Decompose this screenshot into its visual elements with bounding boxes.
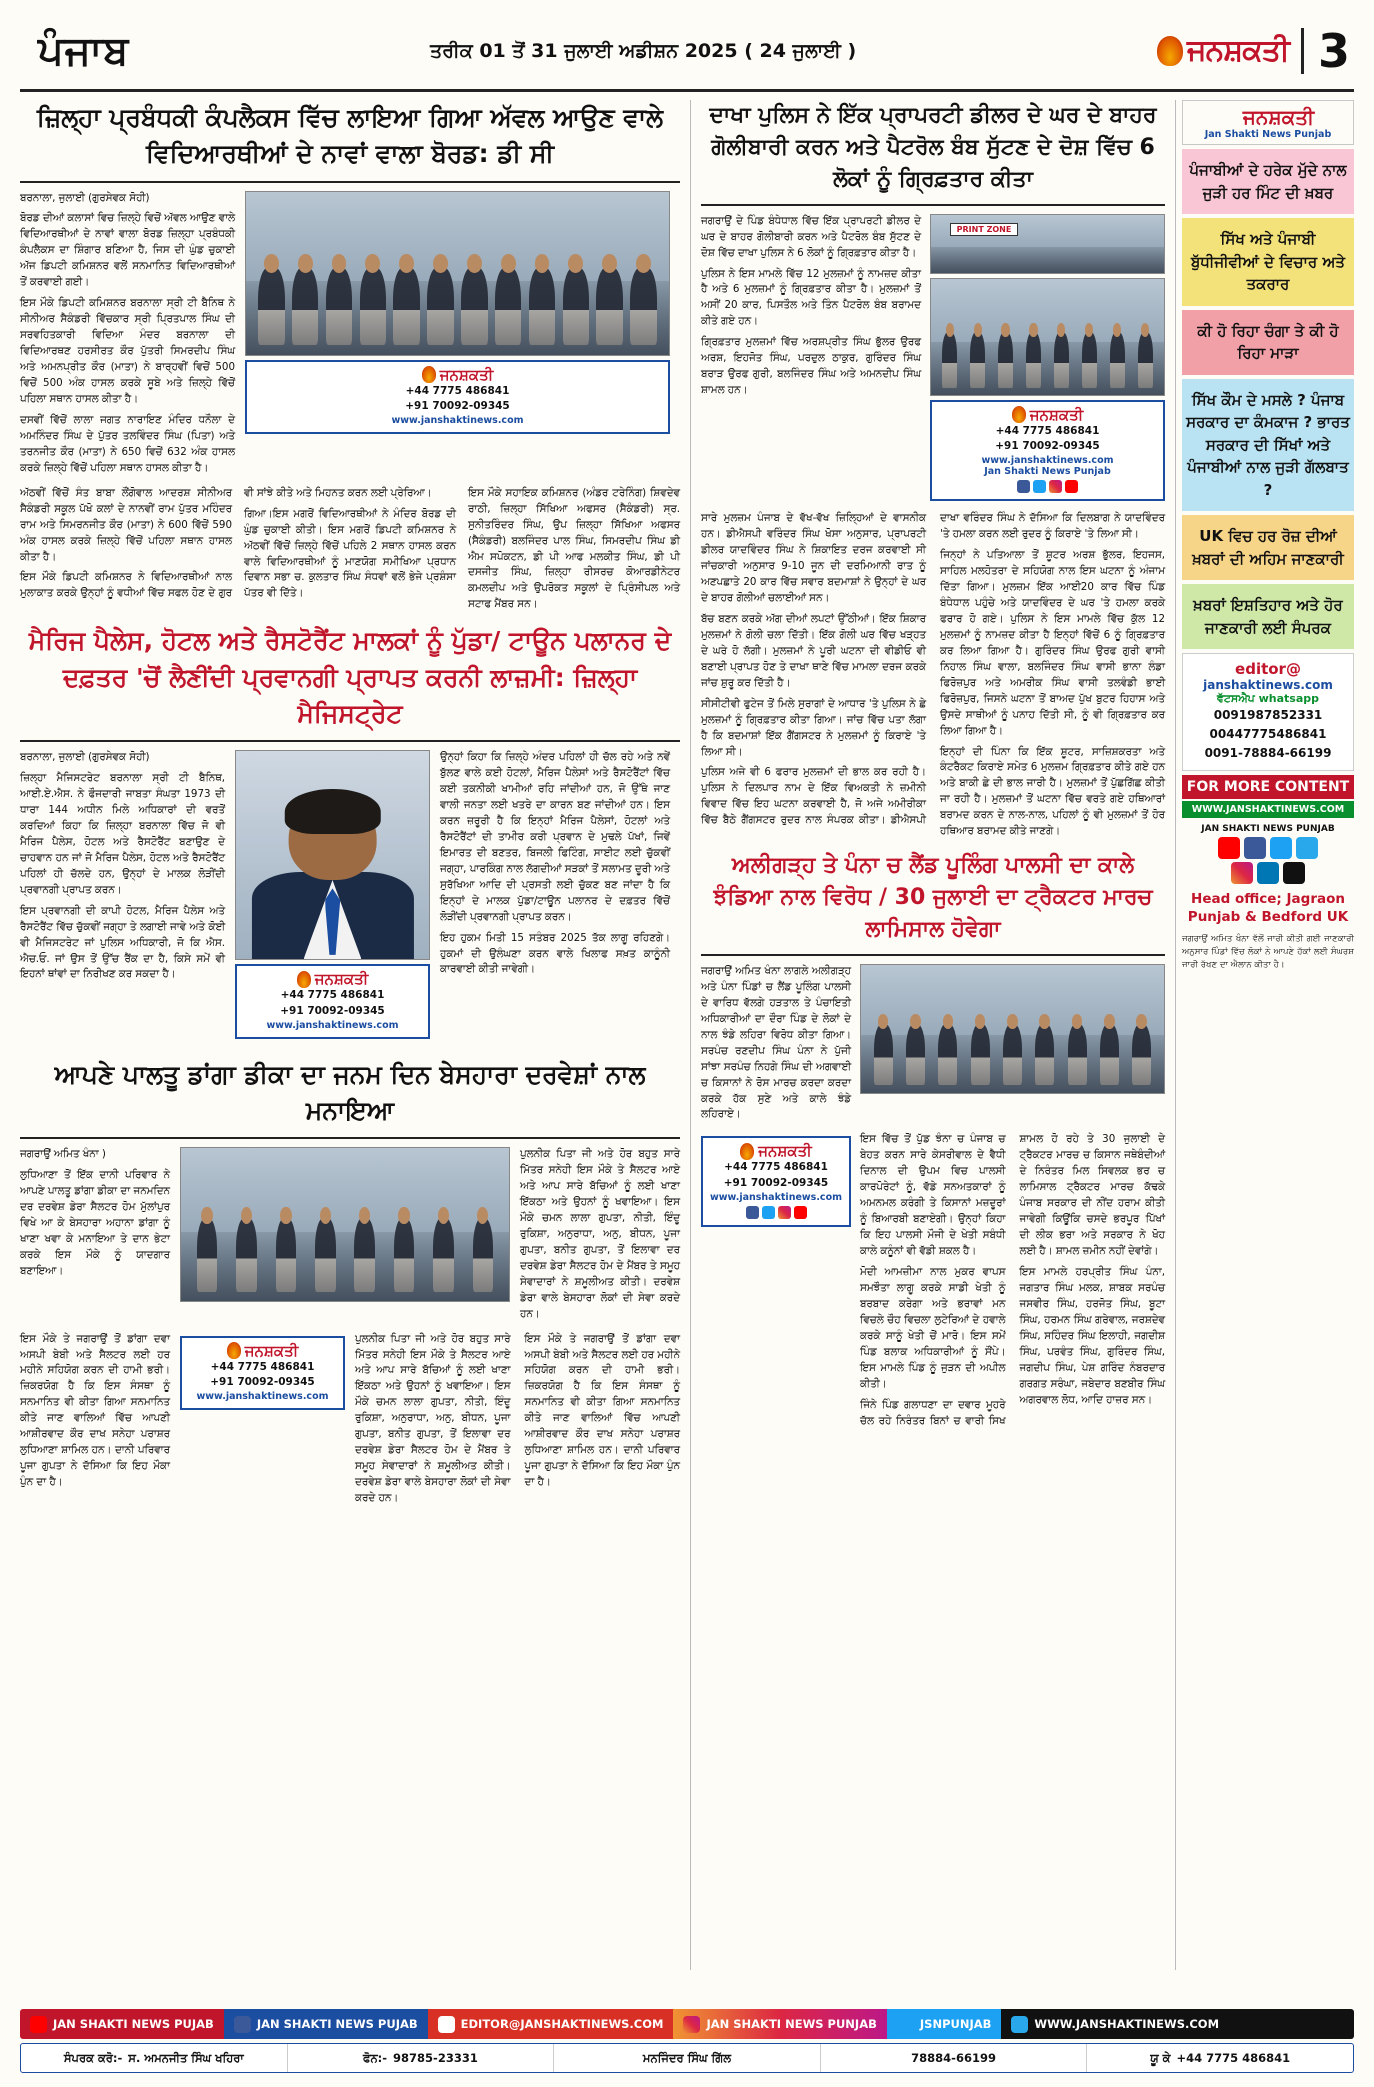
paragraph: ਮੋਦੀ ਆਮਜ਼ੀਮਾ ਨਾਲ ਮੁਕਰ ਵਾਪਸ ਸਮਝੌਤਾ ਲਾਗੂ ਕਰਕੇ ਸਾਡੀ ਖੇਤੀ ਨੂੰ ਬਰਬਾਦ ਕਰੇਗਾ ਅਤੇ ਭਰਾਵਾਂ ਮਨ ਵਿਚਲੇ ਚੌਹ ਵਿਚਲਾ ਲੁਟੇਰਿਆਂ ਦੇ ਹਵਾਲੇ ਕਰਕੇ ਸਾਨੂੰ ਖੇਤੀ ਚੋਂ ਮਾਰੋ। ਇਸ ਸਮੇਂ ਪਿੰਡ ਬਲਾਕ ਅਧਿਕਾਰੀਆਂ ਨੂੰ ਸੌਂਪੇ। ਇਸ ਮਾਮਲੇ ਪਿੰਡ ਨੂੰ ਜੁੜਨ ਦੀ ਅਪੀਲ ਕੀਤੀ। [860, 1266, 1006, 1390]
ad-social-row [709, 1206, 843, 1219]
footer-contact-label: ਸੰਪਰਕ ਕਰੋ:- [63, 2050, 123, 2065]
paragraph: ਇਸ ਮੌਕੇ ਡਿਪਟੀ ਕਮਿਸ਼ਨਰ ਨੇ ਵਿਦਿਆਰਥੀਆਂ ਨਾਲ ਮੁਲਾਕਾਤ ਕਰਕੇ ਉਨ੍ਹਾਂ ਨੂੰ ਵਧੀਆਂ ਵਿੱਚ ਸਫਲ ਹੋਣ ਦੇ ਗੁਰ ਵੀ ਸਾਂਝੇ ਕੀਤੇ ਅਤੇ ਮਿਹਨਤ ਕਰਨ ਲਈ ਪ੍ਰੇਰਿਆ। [20, 486, 432, 600]
globe-icon [1011, 2016, 1028, 2033]
instagram-icon[interactable] [1049, 480, 1062, 493]
twitter-icon [897, 2016, 914, 2033]
footer-contact-value: ਸ. ਅਮਨਜੀਤ ਸਿੰਘ ਖਹਿਰਾ [128, 2050, 244, 2065]
masthead [20, 18, 1354, 92]
paragraph: ਇਸ ਵਿੱਚ ਤੋਂ ਪੁੱਡ ਝੰਨਾ ਚ ਪੰਜਾਬ ਚ ਬੇਹਤ ਕਰਨ ਸਾਰੇ ਕੇਸਰੀਵਾਲ ਦੇ ਵੈਧੀ ਦਿਨਾਲ ਦੀ ਉਪਮ ਵਿਚ ਪਾਲਸੀ ਕਾਰਪੋਰੇਟਾਂ ਨੂੰ, ਵੱਡੇ ਸਨਅਤਕਾਰਾਂ ਨੂੰ ਅਮਨਮਲ ਕਰੰਗੀ ਤੇ ਕਿਸਾਨਾਂ ਮਜ਼ਦੂਰਾਂ ਨੂੰ ਬਿਆਰਬੀ ਬਣਾਏਗੀ। ਉਨ੍ਹਾਂ ਕਿਹਾ ਕਿ ਇਹ ਪਾਲਸੀ ਮੌਜੀ ਦੇ ਖੇਤੀ ਸਬੰਧੀ ਕਾਲੇ ਕਨੂੰਨਾਂ ਵੀ ਵੱਡੀ ਸ਼ਕਲ ਹੈ। [860, 1133, 1006, 1258]
footer-email-label: EDITOR@JANSHAKTINEWS.COM [460, 2017, 664, 2031]
rail-block-5: UK ਵਿਚ ਹਰ ਰੋਜ਼ ਦੀਆਂ ਖ਼ਬਰਾਂ ਦੀ ਅਹਿਮ ਜਾਣਕਾਰੀ [1182, 515, 1354, 580]
ad-phone-uk[interactable]: +44 7775 486841 [210, 1360, 315, 1373]
paragraph: ਦਸਵੀਂ ਵਿੱਚੋਂ ਲਾਲਾ ਜਗਤ ਨਾਰਾਇਣ ਮੰਦਿਰ ਧਨੌਲਾ ਦੇ ਅਮਨਿੰਦਰ ਸਿੰਘ ਦੇ ਪੁੱਤਰ ਤਲਵਿੰਦਰ ਸਿੰਘ (ਪਿਤਾ) ਅਤੇ ਤਰਨਜੀਤ ਕੌਰ (ਮਾਤਾ) ਨੇ 650 ਵਿਚੋਂ 632 ਅੰਕ ਹਾਸਲ ਕਰਕੇ ਜ਼ਿਲ੍ਹੇ ਵਿੱਚੋਂ ਪਹਿਲਾ ਸਥਾਨ ਹਾਸਲ ਕੀਤਾ ਹੈ। [20, 413, 235, 474]
arrested-group-photo [930, 278, 1165, 396]
footer-website-label: WWW.JANSHAKTINEWS.COM [1034, 2017, 1220, 2031]
ad-phone-uk[interactable]: +44 7775 486841 [405, 384, 510, 397]
section-title: ਪੰਜਾਬ [38, 27, 130, 74]
ad-card-1 [245, 360, 670, 435]
footer-contact-1 [21, 2044, 288, 2072]
footer-contact-value[interactable]: +44 7775 486841 [1176, 2051, 1291, 2065]
youtube-icon[interactable] [1218, 837, 1240, 859]
linkedin-icon[interactable] [1257, 862, 1279, 884]
youtube-icon [30, 2016, 47, 2033]
headline-dakha-police: ਦਾਖਾ ਪੁਲਿਸ ਨੇ ਇੱਕ ਪ੍ਰਾਪਰਟੀ ਡੀਲਰ ਦੇ ਘਰ ਦੇ ਬਾਹਰ ਗੋਲੀਬਾਰੀ ਕਰਨ ਅਤੇ ਪੈਟਰੋਲ ਬੰਬ ਸੁੱਟਣ ਦੇ ਦੋਸ਼ ਵਿੱਚ 6 ਲੋਕਾਂ ਨੂੰ ਗ੍ਰਿਫ਼ਤਾਰ ਕੀਤਾ [701, 100, 1165, 206]
rail-block-6: ਖ਼ਬਰਾਂ ਇਸ਼ਤਿਹਾਰ ਅਤੇ ਹੋਰ ਜਾਣਕਾਰੀ ਲਈ ਸੰਪਰਕ [1182, 584, 1354, 649]
paragraph: ਇਸ ਮੌਕੇ ਤੇ ਜਗਰਾਉਂ ਤੋਂ ਡਾਂਗਾ ਦਵਾ ਅਸਪੀ ਬੇਬੀ ਅਤੇ ਸੈਲਟਰ ਲਈ ਹਰ ਮਹੀਨੇ ਸਹਿਯੋਗ ਕਰਨ ਦੀ ਹਾਮੀ ਭਰੀ। ਜ਼ਿਕਰਯੋਗ ਹੈ ਕਿ ਇਸ ਸੰਸਥਾ ਨੂੰ ਸਨਮਾਨਿਤ ਵੀ ਕੀਤਾ ਗਿਆ ਸਨਮਾਨਿਤ ਕੀਤੇ ਜਾਣ ਵਾਲਿਆਂ ਵਿੱਚ ਆਪਣੀ ਆਸ਼ੀਰਵਾਦ ਕੌਰ ਦਾਖ ਸਨੇਹਾ ਪਰਾਸ਼ਰ ਲੁਧਿਆਣਾ ਸ਼ਾਮਿਲ ਹਨ। ਦਾਨੀ ਪਰਿਵਾਰ ਪੂਜਾ ਗੁਪਤਾ ਨੇ ਦੱਸਿਆ ਕਿ ਇਹ ਮੌਕਾ ਪੁੰਨ ਦਾ ਹੈ। [524, 1332, 680, 1489]
paragraph: ਇਸ ਪ੍ਰਵਾਨਗੀ ਦੀ ਕਾਪੀ ਹੋਟਲ, ਮੈਰਿਜ ਪੈਲੇਸ ਅਤੇ ਰੈਸਟੋਰੈਂਟ ਵਿੱਚ ਚੁੱਕਵੀਂ ਜਗ੍ਹਾ ਤੇ ਲਗਾਈ ਜਾਵੇ ਅਤੇ ਕੋਈ ਵੀ ਮੈਜਿਸਟਰੇਟ ਜਾਂ ਪੁਲਿਸ ਅਧਿਕਾਰੀ, ਜੋ ਕਿ ਐਸ. ਐਚ.ਓ. ਜਾਂ ਉਸ ਤੋਂ ਉੱਚ ਰੈਂਕ ਦਾ ਹੈ, ਕਿਸੇ ਸਮੇਂ ਵੀ ਇਹਨਾਂ ਥਾਂਵਾਂ ਦਾ ਨਿਰੀਖਣ ਕਰ ਸਕਦਾ ਹੈ। [20, 904, 225, 981]
flame-icon [740, 1143, 754, 1160]
footer-contact-4 [821, 2044, 1088, 2072]
ad-brand: ਜਨਸ਼ਕਤੀ [758, 1142, 812, 1161]
paragraph: ਇਸ ਮੌਕੇ ਡਿਪਟੀ ਕਮਿਸ਼ਨਰ ਬਰਨਾਲਾ ਸ੍ਰੀ ਟੀ ਬੈਨਿਥ ਨੇ ਸੀਨੀਅਰ ਸੈਕੰਡਰੀ ਵਿੱਚਕਾਰ ਸ੍ਰੀ ਪ੍ਰਿਤਪਾਲ ਸਿੰਘ ਦੀ ਸਰਵਹਿਤਕਾਰੀ ਵਿਦਿਆ ਮੰਦਰ ਬਰਨਾਲਾ ਦੀ ਵਿਦਿਆਰਥਣ ਹਰਸੀਰਤ ਕੌਰ ਪੁੱਤਰੀ ਸਿਮਰਦੀਪ ਸਿੰਘ ਅਤੇ ਅਮਨਪ੍ਰੀਤ ਕੌਰ (ਮਾਤਾ) ਨੇ ਬਾਰ੍ਹਵੀਂ ਵਿਚੋਂ 500 ਵਿਚੋਂ 500 ਅੰਕ ਹਾਸਲ ਕਰਕੇ ਸੂਬੇ ਅਤੇ ਜ਼ਿਲ੍ਹੇ ਵਿੱਚੋਂ ਪਹਿਲਾ ਸਥਾਨ ਹਾਸਲ ਕੀਤਾ ਹੈ। [20, 297, 235, 405]
editor-email[interactable]: janshaktinews.com [1203, 678, 1333, 692]
paragraph: ਬੱਚ ਬਣਨ ਕਰਕੇ ਅੱਗ ਦੀਆਂ ਲਪਟਾਂ ਉੱਠੀਆਂ। ਇੱਕ ਸ਼ਿਕਾਰ ਮੁਲਜ਼ਮਾਂ ਨੇ ਗੋਲੀ ਚਲਾ ਦਿੱਤੀ। ਇੱਕ ਗੋਲੀ ਘਰ ਵਿੱਚ ਖੜ੍ਹਤ ਦੇ ਘਰੇ ਹੋ ਲੱਗੀ। ਮੁਲਜ਼ਮਾਂ ਨੇ ਪੂਰੀ ਘਟਨਾ ਦੀ ਵੀਡੀਓ ਵੀ ਬਣਾਈ ਪ੍ਰਾਪਤ ਹੋਣ ਤੇ ਦਾਖਾ ਥਾਣੇ ਵਿੱਚ ਮਾਮਲਾ ਦਰਜ ਕਰਕੇ ਜਾਂਚ ਸ਼ੁਰੂ ਕਰ ਦਿੱਤੀ ਹੈ। [701, 612, 926, 689]
rail-contact-box [1182, 653, 1354, 771]
ad-phone-uk[interactable]: +44 7775 486841 [724, 1161, 828, 1174]
headline-pet-birthday: ਆਪਣੇ ਪਾਲਤੂ ਡਾਂਗਾ ਡੀਕਾ ਦਾ ਜਨਮ ਦਿਨ ਬੇਸਹਾਰਾ ਦਰਵੇਸ਼ਾਂ ਨਾਲ ਮਨਾਇਆ [20, 1057, 680, 1140]
official-portrait [235, 750, 430, 960]
footer-contact-value[interactable]: 78884-66199 [911, 2051, 996, 2065]
ad-phone-uk[interactable]: +44 7775 486841 [280, 989, 385, 1002]
paragraph: ਜਗਰਾਉਂ ਅਮਿਤ ਖੰਨਾ ਲਾਗਲੇ ਅਲੀਗੜ੍ਹ ਅਤੇ ਪੰਨਾ ਪਿੰਡਾਂ ਚ ਲੈਂਡ ਪੂਲਿੰਗ ਪਾਲਸੀ ਦੇ ਵਾਰਿਧ ਵੱਲਗੇ ਹੜਤਾਲ ਤੇ ਪੰਚਾਇਤੀ ਅਧਿਕਾਰੀਆਂ ਦਾ ਦੌਰਾ ਪਿੰਡ ਦੇ ਲੋਕਾਂ ਦੇ ਨਾਲ ਝੰਡੇ ਲਹਿਰਾ ਵਿਰੋਧ ਕੀਤਾ ਗਿਆ। ਸਰਪੰਚ ਰਣਦੀਪ ਸਿੰਘ ਪੰਨਾ ਨੇ ਪੁੱਜੀ ਸਾਂਝਾ ਸਰਪੰਚ ਨਿਹਗੇ ਸਿੰਘ ਦੀ ਅਗਵਾਈ ਚ ਕਿਸਾਨਾਂ ਨੇ ਰੋਸ ਮਾਰਚ ਕਰਦਾ ਕਰਦਾ ਕਰਕੇ ਹੱਕ ਸੁਣੇ ਅਤੇ ਕਾਲੇ ਝੰਡੇ ਲਹਿਰਾਏ। [701, 964, 851, 1121]
ad-phone-in[interactable]: +91 70092-09345 [723, 1177, 829, 1190]
telegram-icon[interactable] [1296, 837, 1318, 859]
ad-brand: ਜਨਸ਼ਕਤੀ [314, 970, 369, 989]
article-dakha-police [701, 100, 1165, 840]
ad-card-3 [180, 1336, 345, 1411]
footer-contact-label: ਯੂ ਕੇ [1150, 2050, 1171, 2065]
ad-website[interactable]: www.janshaktinews.com [709, 1191, 842, 1203]
flame-icon [1157, 36, 1183, 66]
ad-website[interactable]: www.janshaktinews.com [196, 1391, 329, 1403]
editor-label: editor@ [1235, 660, 1301, 678]
facebook-icon[interactable] [746, 1206, 759, 1219]
flame-icon [297, 971, 311, 988]
ad-website[interactable]: www.janshaktinews.com [266, 1019, 399, 1031]
rail-news-tail: ਜਗਰਾਉਂ ਅਮਿਤ ਖੰਨਾ ਵੱਲੋਂ ਜਾਰੀ ਕੀਤੀ ਗਈ ਜਾਣਕਾਰੀ ਅਨੁਸਾਰ ਪਿੰਡਾਂ ਵਿੱਚ ਲੋਕਾਂ ਨੇ ਆਪਣੇ ਹੱਕਾਂ ਲਈ ਸੰਘਰਸ਼ ਜਾਰੀ ਰੱਖਣ ਦਾ ਐਲਾਨ ਕੀਤਾ ਹੈ। [1182, 934, 1354, 971]
footer-email[interactable] [428, 2009, 674, 2039]
footer-instagram[interactable] [673, 2009, 886, 2039]
paragraph: ਗ੍ਰਿਫ਼ਤਾਰ ਮੁਲਜ਼ਮਾਂ ਵਿੱਚ ਅਰਸ਼ਪ੍ਰੀਤ ਸਿੰਘ ਭੁੱਲਰ ਉਰਫ ਅਰਸ਼, ਇਹਜੋਤ ਸਿੰਘ, ਪਰਦੁਲ ਠਾਕੁਰ, ਗੁਰਿੰਦਰ ਸਿੰਘ ਬਰਾੜ ਉਰਫ ਗੁਰੀ, ਬਲਜਿੰਦਰ ਸਿੰਘ ਅਤੇ ਅਮਨਦੀਪ ਸਿੰਘ ਸ਼ਾਮਲ ਹਨ। [701, 336, 921, 397]
footer-website[interactable] [1001, 2009, 1354, 2039]
twitter-icon[interactable] [762, 1206, 775, 1219]
head-office-text: Head office; Jagraon Punjab & Bedford UK [1187, 890, 1349, 926]
middle-column [690, 100, 1165, 1970]
ad-logo [253, 366, 662, 384]
flame-icon [227, 1342, 241, 1359]
page-footer [20, 2009, 1354, 2073]
for-more-content-banner: FOR MORE CONTENT [1182, 775, 1354, 799]
ad-card-4 [930, 400, 1165, 502]
paragraph: ਜਿਨ੍ਹਾਂ ਨੇ ਪਤਿਆਲਾ ਤੋਂ ਸ਼ੂਟਰ ਅਰਸ਼ ਭੁੱਲਰ, ਇਹਜਸ, ਸਾਹਿਲ ਮਲਹੋਤਰਾ ਦੇ ਸਹਿਯੋਗ ਨਾਲ ਇਸ ਘਟਨਾ ਨੂੰ ਅੰਜਾਮ ਦਿੱਤਾ ਗਿਆ। ਮੁਲਜ਼ਮ ਇੱਕ ਆਈ20 ਕਾਰ ਵਿੱਚ ਪਿੰਡ ਬੰਧੇਧਾਲ ਪਹੁੰਚੇ ਅਤੇ ਯਾਦਵਿੰਦਰ ਦੇ ਘਰ 'ਤੇ ਹਮਲਾ ਕਰਕੇ ਫਰਾਰ ਹੋ ਗਏ। ਪੁਲਿਸ ਨੇ ਇਸ ਮਾਮਲੇ ਵਿੱਚ ਕੁੱਲ 12 ਮੁਲਜ਼ਮਾਂ ਨੂੰ ਨਾਮਜ਼ਦ ਕੀਤਾ ਹੈ ਇਨ੍ਹਾਂ ਵਿੱਚੋਂ 6 ਨੂੰ ਗ੍ਰਿਫ਼ਤਾਰ ਕਰ ਲਿਆ ਗਿਆ ਹੈ। ਗੁਰਿੰਦਰ ਸਿੰਘ ਉਰਫ ਗੁਰੀ ਵਾਸੀ ਨਿਹਾਲ ਸਿੰਘ ਵਾਲਾ, ਬਲਜਿੰਦਰ ਸਿੰਘ ਵਾਸੀ ਭਾਨਾ ਲੰਡਾ ਫਿਰੋਜ਼ਪੁਰ ਅਤੇ ਅਮਰੀਕ ਸਿੰਘ ਵਾਸੀ ਤਲਵੰਡੀ ਭਾਈ ਫਿਰੋਜ਼ਪੁਰ, ਜਿਸਨੇ ਘਟਨਾ ਤੋਂ ਬਾਅਦ ਪੁੱਖ ਬੁਟਰ ਹਿਹਾਸ ਅਤੇ ਉਸਦੇ ਸਾਥੀਆਂ ਨੂੰ ਪਨਾਹ ਦਿੱਤੀ ਸੀ, ਨੂੰ ਵੀ ਗ੍ਰਿਫ਼ਤਾਰ ਕਰ ਲਿਆ ਗਿਆ ਹੈ। [940, 549, 1165, 737]
ad-logo [709, 1142, 843, 1160]
paper-logo [1157, 33, 1289, 68]
masthead-brand-area [1157, 23, 1354, 78]
page-body [20, 100, 1354, 1970]
footer-contact-3 [554, 2044, 821, 2072]
article-marriage-palace [20, 623, 680, 1044]
footer-twitter[interactable] [887, 2009, 1002, 2039]
contact-number-3[interactable]: 0091-78884-66199 [1204, 746, 1332, 761]
dateline-a1: ਬਰਨਾਲਾ, ਜੁਲਾਈ (ਗੁਰਸੇਵਕ ਸੋਹੀ) [20, 191, 150, 204]
paragraph: ਇਸ ਮਾਮਲੇ ਹਰਪ੍ਰੀਤ ਸਿੰਘ ਪੰਨਾ, ਜਗਤਾਰ ਸਿੰਘ ਮਲਕ, ਸ਼ਾਬਕ ਸਰਪੰਚ ਜਸਵੀਰ ਸਿੰਘ, ਹਰਜੋਤ ਸਿੰਘ, ਬੂਟਾ ਸਿੰਘ, ਹਰਮਨ ਸਿੰਘ ਗਰੇਵਾਲ, ਜਰਸ਼ਦੇਵ ਸਿੰਘ, ਸਹਿੰਦਰ ਸਿੰਘ ਇਲਾਹੀ, ਜਗਦੀਸ਼ ਸਿੰਘ, ਪਰਵੰਤ ਸਿੰਘ, ਗੁਰਿੰਦਰ ਸਿੰਘ, ਜਗਦੀਪ ਸਿੰਘ, ਪੇਸ਼ ਗਰਿੰਦ ਨੰਬਰਦਾਰ ਗਰਗਤ ਸਰੰਘਾ, ਜਬੇਦਾਰ ਬਣਬੀਰ ਸਿੰਘ ਅਗਰਵਾਲ ਲੋਧ, ਆਦਿ ਹਾਜ਼ਰ ਸਨ। [1019, 1266, 1165, 1406]
shopfront-photo [930, 214, 1165, 274]
paragraph: ਇਹ ਹੁਕਮ ਮਿਤੀ 15 ਸਤੰਬਰ 2025 ਤੱਕ ਲਾਗੂ ਰਹਿਣਗੇ। ਹੁਕਮਾਂ ਦੀ ਉਲੰਘਣਾ ਕਰਨ ਵਾਲੇ ਖਿਲਾਫ ਸਖ਼ਤ ਕਾਨੂੰਨੀ ਕਾਰਵਾਈ ਕੀਤੀ ਜਾਵੇਗੀ। [440, 931, 670, 976]
ad-phone-in[interactable]: +91 70092-09345 [280, 1004, 385, 1017]
page-number: 3 [1301, 28, 1350, 74]
paragraph: ਪੁਲਿਸ ਅਜੇ ਵੀ 6 ਫਰਾਰ ਮੁਲਜ਼ਮਾਂ ਦੀ ਭਾਲ ਕਰ ਰਹੀ ਹੈ। ਪੁਲਿਸ ਨੇ ਦਿਲਪਾਰ ਨਾਮ ਦੇ ਇੱਕ ਵਿਅਕਤੀ ਨੇ ਜ਼ਮੀਨੀ ਵਿਵਾਦ ਵਿੱਚ ਇਹ ਘਟਨਾ ਕਰਵਾਈ ਹੈ, ਜੋ ਅਜੇ ਅਮੀਰੀਕਾ ਵਿੱਚ ਬੈਠੇ ਗੈਂਗਸਟਰ ਰੁਦਰ ਨਾਲ ਸੰਪਰਕ ਕੀਤਾ। ਡੀਐਸਪੀ ਦਾਖਾ ਵਰਿੰਦਰ ਸਿੰਘ ਨੇ ਦੱਸਿਆ ਕਿ ਦਿਲਬਾਗ ਨੇ ਯਾਦਵਿੰਦਰ 'ਤੇ ਹਮਲਾ ਕਰਨ ਲਈ ਰੁਦਰ ਨੂੰ ਕਿਰਾਏ 'ਤੇ ਲਿਆ ਸੀ। [701, 512, 1165, 827]
whatsapp-label: ਵੱਟਸਐਪ whatsapp [1216, 692, 1319, 705]
footer-youtube[interactable] [20, 2009, 224, 2039]
rail-website-bar[interactable]: WWW.JANSHAKTINEWS.COM [1182, 801, 1354, 818]
rail-block-3: ਕੀ ਹੋ ਰਿਹਾ ਚੰਗਾ ਤੇ ਕੀ ਹੋ ਰਿਹਾ ਮਾੜਾ [1182, 310, 1354, 375]
article-dc-board [20, 100, 680, 613]
flame-icon [1012, 406, 1026, 423]
tiktok-icon[interactable] [1283, 862, 1305, 884]
edition-date: ਤਰੀਕ 01 ਤੋਂ 31 ਜੁਲਾਈ ਅਡੀਸ਼ਨ 2025 ( 24 ਜੁਲਾਈ ) [430, 39, 857, 62]
rail-brand [1185, 105, 1351, 129]
footer-facebook-label: JAN SHAKTI NEWS PUJAB [256, 2017, 418, 2031]
rail-social-row-2 [1182, 862, 1354, 884]
rail-block-2: ਸਿੱਖ ਅਤੇ ਪੰਜਾਬੀ ਬੁੱਧੀਜੀਵੀਆਂ ਦੇ ਵਿਚਾਰ ਅਤੇ ਤਕਰਾਰ [1182, 218, 1354, 306]
article-photo-group [245, 191, 670, 356]
ad-tagline: Jan Shakti News Punjab [984, 466, 1111, 478]
mail-icon [438, 2016, 455, 2033]
rail-social-block [1182, 824, 1354, 884]
ad-brand: ਜਨਸ਼ਕਤੀ [1029, 405, 1084, 424]
paragraph: ਇਸ ਮੌਕੇ ਤੇ ਜਗਰਾਉਂ ਤੋਂ ਡਾਂਗਾ ਦਵਾ ਅਸਪੀ ਬੇਬੀ ਅਤੇ ਸੈਲਟਰ ਲਈ ਹਰ ਮਹੀਨੇ ਸਹਿਯੋਗ ਕਰਨ ਦੀ ਹਾਮੀ ਭਰੀ। ਜ਼ਿਕਰਯੋਗ ਹੈ ਕਿ ਇਸ ਸੰਸਥਾ ਨੂੰ ਸਨਮਾਨਿਤ ਵੀ ਕੀਤਾ ਗਿਆ ਸਨਮਾਨਿਤ ਕੀਤੇ ਜਾਣ ਵਾਲਿਆਂ ਵਿੱਚ ਆਪਣੀ ਆਸ਼ੀਰਵਾਦ ਕੌਰ ਦਾਖ ਸਨੇਹਾ ਪਰਾਸ਼ਰ ਲੁਧਿਆਣਾ ਸ਼ਾਮਿਲ ਹਨ। ਦਾਨੀ ਪਰਿਵਾਰ ਪੂਜਾ ਗੁਪਤਾ ਨੇ ਦੱਸਿਆ ਕਿ ਇਹ ਮੌਕਾ ਪੁੰਨ ਦਾ ਹੈ। [20, 1332, 170, 1489]
flame-icon [422, 366, 436, 383]
print-zone-sign: PRINT ZONE [950, 223, 1019, 236]
paragraph: ਉਨ੍ਹਾਂ ਕਿਹਾ ਕਿ ਜ਼ਿਲ੍ਹੇ ਅੰਦਰ ਪਹਿਲਾਂ ਹੀ ਚੱਲ ਰਹੇ ਅਤੇ ਨਵੇਂ ਬੁੱਲਣ ਵਾਲੇ ਕਈ ਹੋਟਲਾਂ, ਮੈਰਿਜ ਪੈਲੇਸਾਂ ਅਤੇ ਰੈਸਟੋਰੈਂਟਾਂ ਵਿੱਚ ਕਈ ਤਕਨੀਕੀ ਖਾਮੀਆਂ ਰਹਿ ਜਾਂਦੀਆਂ ਹਨ, ਜੋ ਉੱਥੇ ਜਾਣ ਵਾਲੀ ਜਨਤਾ ਲਈ ਖਤਰੇ ਦਾ ਕਾਰਨ ਬਣ ਜਾਂਦੀਆਂ ਹਨ। ਇਸ ਕਰਨ ਜ਼ਰੂਰੀ ਹੈ ਕਿ ਇਨ੍ਹਾਂ ਮੈਰਿਜ ਪੈਲੇਸਾਂ, ਹੋਟਲਾਂ ਅਤੇ ਰੈਸਟੋਰੈਂਟਾਂ ਦੀ ਤਾਮੀਰ ਕਰੀ ਪ੍ਰਵਾਨ ਦੇ ਮੁਢਲੇ ਪੱਖਾਂ, ਜਿਵੇਂ ਇਮਾਰਤ ਦੀ ਬਣਤਰ, ਬਿਜਲੀ ਫਿਟਿੰਗ, ਸਾਈਟ ਲਈ ਚੁੱਕਵੀਂ ਜਗ੍ਹਾ, ਪਾਰਕਿੰਗ ਨਾਲ ਲੱਗਦੀਆਂ ਸੜਕਾਂ ਤੋਂ ਸਲਾਮਤ ਦੂਰੀ ਅਤੇ ਸੁਰੱਖਿਆ ਆਦਿ ਦੀ ਪ੍ਰਸਤੀ ਲਈ ਚੁੱਕਣ ਬਣ ਜਾਂਦਾ ਹੈ ਕਿ ਇਨ੍ਹਾਂ ਦੇ ਮਾਲਕ ਪੁੱਡਾ/ਟਾਊਨ ਪਲਾਨਰ ਦੇ ਦਫ਼ਤਰ ਵਿੱਚੋਂ ਲੋੜੀਂਦੀ ਪ੍ਰਵਾਨਗੀ ਪ੍ਰਾਪਤ ਕਰਨ। [440, 751, 670, 923]
paragraph: ਗਿਆ।ਇਸ ਮਗਰੋਂ ਵਿਦਿਆਰਥੀਆਂ ਨੇ ਮੰਦਿਰ ਬੋਰਡ ਦੀ ਘੁੰਡ ਚੁਕਾਈ ਕੀਤੀ। ਇਸ ਮਗਰੋਂ ਡਿਪਟੀ ਕਮਿਸ਼ਨਰ ਨੇ ਅੱਠਵੀਂ ਵਿੱਚੋਂ ਜ਼ਿਲ੍ਹੇ ਵਿੱਚੋਂ ਪਹਿਲੇ 2 ਸਥਾਨ ਹਾਸਲ ਕਰਨ ਵਾਲੇ ਵਿਦਿਆਰਥੀਆਂ ਨੂੰ ਮਾਣਯੋਗ ਸਮੀਖਿਆ ਪ੍ਰਧਾਨ ਦਿਵਾਨ ਸਭਾ ਚ. ਕੁਲਤਾਰ ਸਿੰਘ ਸੰਧਵਾਂ ਵਲੋਂ ਭੇਜੇ ਪ੍ਰਸ਼ੰਸਾ ਪੱਤਰ ਵੀ ਦਿੱਤੇ। [244, 507, 456, 600]
paper-name: ਜਨਸ਼ਕਤੀ [1186, 33, 1289, 68]
paragraph: ਪੁਲਨੀਕ ਪਿਤਾ ਜੀ ਅਤੇ ਹੋਰ ਬਹੁਤ ਸਾਰੇ ਮਿੱਤਰ ਸਨੇਹੀ ਇਸ ਮੌਕੇ ਤੇ ਸੈਲਟਰ ਆਏ ਅਤੇ ਆਪ ਸਾਰੇ ਬੱਚਿਆਂ ਨੂੰ ਲਈ ਖਾਣਾ ਇੱਕਠਾ ਅਤੇ ਉਹਨਾਂ ਨੂੰ ਖਵਾਇਆ। ਇਸ ਮੌਕੇ ਚਮਨ ਲਾਲਾ ਗੁਪਤਾ, ਨੀਤੀ, ਇੰਦੂ ਰੁਕਿਸ਼ਾ, ਅਨੁਰਾਧਾ, ਅਨੁ, ਬੀਧਨ, ਪੂਜਾ ਗੁਪਤਾ, ਬਨੀਤ ਗੁਪਤਾ, ਤੋਂ ਇਲਾਵਾ ਦਰ ਦਰਵੇਸ਼ ਡੇਰਾ ਸੈਲਟਰ ਹੋਮ ਦੇ ਮੈਂਬਰ ਤੇ ਸਮੂਹ ਸੇਵਾਦਾਰਾਂ ਨੇ ਸ਼ਮੂਲੀਅਤ ਕੀਤੀ। ਦਰਵੇਸ਼ ਡੇਰਾ ਵਾਲੇ ਬੇਸਹਾਰਾ ਲੋਕਾਂ ਦੀ ਸੇਵਾ ਕਰਦੇ ਹਨ। [355, 1332, 511, 1505]
ad-phone-uk[interactable]: +44 7775 486841 [995, 424, 1100, 437]
ad-phone-in[interactable]: +91 70092-09345 [995, 440, 1100, 453]
rail-brand-text: ਜਨਸ਼ਕਤੀ [1242, 105, 1315, 129]
paragraph: ਜਗਰਾਉਂ ਦੇ ਪਿੰਡ ਬੰਧੇਧਾਲ ਵਿੱਚ ਇੱਕ ਪ੍ਰਾਪਰਟੀ ਡੀਲਰ ਦੇ ਘਰ ਦੇ ਬਾਹਰ ਗੋਲੀਬਾਰੀ ਕਰਨ ਅਤੇ ਪੈਟਰੋਲ ਬੰਬ ਸੁੱਟਣ ਦੇ ਦੋਸ਼ ਵਿੱਚ ਦਾਖਾ ਪੁਲਿਸ ਨੇ 6 ਲੋਕਾਂ ਨੂੰ ਗ੍ਰਿਫ਼ਤਾਰ ਕੀਤਾ ਹੈ। [701, 214, 921, 259]
paragraph: ਬੋਰਡ ਦੀਆਂ ਕਲਾਸਾਂ ਵਿਚ ਜ਼ਿਲ੍ਹੇ ਵਿਚੋਂ ਅੱਵਲ ਆਉਣ ਵਾਲੇ ਵਿਦਿਆਰਥੀਆਂ ਦੇ ਨਾਵਾਂ ਵਾਲਾ ਬੋਰਡ ਜ਼ਿਲ੍ਹਾ ਪ੍ਰਬੰਧਕੀ ਕੰਪਲੈਕਸ ਦਾ ਸ਼ਿੰਗਾਰ ਬਣਿਆ ਹੈ, ਜਿਸ ਦੀ ਘੁੰਡ ਚੁਕਾਈ ਅੱਜ ਡਿਪਟੀ ਕਮਿਸ਼ਨਰ ਵਲੋਂ ਸਨਮਾਨਿਤ ਵਿਦਿਆਰਥੀਆਂ ਤੋਂ ਕਰਵਾਈ ਗਈ। [20, 212, 235, 289]
footer-youtube-label: JAN SHAKTI NEWS PUJAB [53, 2017, 214, 2031]
facebook-icon[interactable] [1244, 837, 1266, 859]
paragraph: ਪੁਲਨੀਕ ਪਿਤਾ ਜੀ ਅਤੇ ਹੋਰ ਬਹੁਤ ਸਾਰੇ ਮਿੱਤਰ ਸਨੇਹੀ ਇਸ ਮੌਕੇ ਤੇ ਸੈਲਟਰ ਆਏ ਅਤੇ ਆਪ ਸਾਰੇ ਬੱਚਿਆਂ ਨੂੰ ਲਈ ਖਾਣਾ ਇੱਕਠਾ ਅਤੇ ਉਹਨਾਂ ਨੂੰ ਖਵਾਇਆ। ਇਸ ਮੌਕੇ ਚਮਨ ਲਾਲਾ ਗੁਪਤਾ, ਨੀਤੀ, ਇੰਦੂ ਰੁਕਿਸ਼ਾ, ਅਨੁਰਾਧਾ, ਅਨੁ, ਬੀਧਨ, ਪੂਜਾ ਗੁਪਤਾ, ਬਨੀਤ ਗੁਪਤਾ, ਤੋਂ ਇਲਾਵਾ ਦਰ ਦਰਵੇਸ਼ ਡੇਰਾ ਸੈਲਟਰ ਹੋਮ ਦੇ ਮੈਂਬਰ ਤੇ ਸਮੂਹ ਸੇਵਾਦਾਰਾਂ ਨੇ ਸ਼ਮੂਲੀਅਤ ਕੀਤੀ। ਦਰਵੇਸ਼ ਡੇਰਾ ਵਾਲੇ ਬੇਸਹਾਰਾ ਲੋਕਾਂ ਦੀ ਸੇਵਾ ਕਰਦੇ ਹਨ। [520, 1148, 680, 1320]
ad-website[interactable]: www.janshaktinews.com [391, 415, 524, 426]
rail-social-row-1 [1182, 837, 1354, 859]
rail-brand-sub: Jan Shakti News Punjab [1204, 129, 1332, 140]
left-column [20, 100, 680, 1970]
ad-logo [243, 970, 422, 988]
flame-icon [1222, 106, 1240, 128]
footer-instagram-label: JAN SHAKTI NEWS PUNJAB [706, 2017, 877, 2031]
headline-marriage-palace: ਮੈਰਿਜ ਪੈਲੇਸ, ਹੋਟਲ ਅਤੇ ਰੈਸਟੋਰੈਂਟ ਮਾਲਕਾਂ ਨੂੰ ਪੁੱਡਾ/ ਟਾਊਨ ਪਲਾਨਰ ਦੇ ਦਫ਼ਤਰ 'ਚੋਂ ਲੈਣੀਂਦੀ ਪ੍ਰਵਾਨਗੀ ਪ੍ਰਾਪਤ ਕਰਨੀ ਲਾਜ਼ਮੀ: ਜ਼ਿਲ੍ਹਾ ਮੈਜਿਸਟ੍ਰੇਟ [20, 623, 680, 742]
footer-contact-bar [20, 2043, 1354, 2073]
ad-logo [188, 1342, 337, 1360]
rail-block-1: ਪੰਜਾਬੀਆਂ ਦੇ ਹਰੇਕ ਮੁੱਦੇ ਨਾਲ ਜੁੜੀ ਹਰ ਮਿੰਟ ਦੀ ਖ਼ਬਰ [1182, 149, 1354, 214]
headline-land-pooling: ਅਲੀਗੜ੍ਹ ਤੇ ਪੰਨਾ ਚ ਲੈਂਡ ਪੂਲਿੰਗ ਪਾਲਸੀ ਦਾ ਕਾਲੇ ਝੰਡਿਆ ਨਾਲ ਵਿਰੋਧ / 30 ਜੁਲਾਈ ਦਾ ਟ੍ਰੈਕਟਰ ਮਾਰਚ ਲਾਮਿਸਾਲ ਹੋਵੇਗਾ [701, 850, 1165, 956]
footer-contact-5 [1087, 2044, 1353, 2072]
paragraph: ਅੱਠਵੀਂ ਵਿੱਚੋਂ ਸੰਤ ਬਾਬਾ ਲੌਂਗੋਵਾਲ ਆਦਰਸ਼ ਸੀਨੀਅਰ ਸੈਕੰਡਰੀ ਸਕੂਲ ਪੱਖੋ ਕਲਾਂ ਦੇ ਨਾਨਵੀਂ ਰਾਮ ਪੁੱਤਰ ਮਹਿੰਦਰ ਰਾਮ ਅਤੇ ਸਿਮਰਨਜੀਤ ਕੌਰ (ਮਾਤਾ) ਨੇ 600 ਵਿੱਚੋਂ 590 ਅੰਕ ਹਾਸਲ ਕਰਕੇ ਜ਼ਿਲ੍ਹੇ ਵਿੱਚੋਂ ਪਹਿਲਾ ਸਥਾਨ ਹਾਸਲ ਕੀਤਾ ਹੈ। [20, 486, 232, 563]
rail-social-title: JAN SHAKTI NEWS PUNJAB [1201, 823, 1335, 834]
ad-phone-in[interactable]: +91 70092-09345 [405, 400, 510, 413]
dateline-a3: ਜਗਰਾਉਂ ਅਮਿਤ ਖੰਨਾ ) [20, 1148, 106, 1161]
facebook-icon[interactable] [1017, 480, 1030, 493]
ad-logo [938, 406, 1157, 424]
footer-social-bar [20, 2009, 1354, 2039]
paragraph: ਪੁਲਿਸ ਨੇ ਇਸ ਮਾਮਲੇ ਵਿੱਚ 12 ਮੁਲਜ਼ਮਾਂ ਨੂੰ ਨਾਮਜ਼ਦ ਕੀਤਾ ਹੈ ਅਤੇ 6 ਮੁਲਜ਼ਮਾਂ ਨੂੰ ਗ੍ਰਿਫ਼ਤਾਰ ਕੀਤਾ ਹੈ। ਮੁਲਜ਼ਮਾਂ ਤੋਂ ਅਸੀਂ 20 ਕਾਰ, ਪਿਸਤੌਲ ਅਤੇ ਤਿੰਨ ਪੈਟਰੋਲ ਬੰਬ ਬਰਾਮਦ ਕੀਤੇ ਗਏ ਹਨ। [701, 267, 921, 328]
rail-block-4: ਸਿੱਖ ਕੌਮ ਦੇ ਮਸਲੇ ? ਪੰਜਾਬ ਸਰਕਾਰ ਦਾ ਕੰਮਕਾਜ ? ਭਾਰਤ ਸਰਕਾਰ ਦੀ ਸਿੱਖਾਂ ਅਤੇ ਪੰਜਾਬੀਆਂ ਨਾਲ ਜੁੜੀ ਗੱਲਬਾਤ ? [1182, 379, 1354, 512]
footer-contact-value[interactable]: 98785-23331 [393, 2051, 478, 2065]
contact-number-1[interactable]: 0091987852331 [1213, 708, 1323, 722]
contact-number-2[interactable]: 00447775486841 [1209, 727, 1327, 742]
footer-contact-label: ਫੋਨ:- [362, 2050, 388, 2065]
youtube-icon[interactable] [1065, 480, 1078, 493]
dateline-a2: ਬਰਨਾਲਾ, ਜੁਲਾਈ (ਗੁਰਸੇਵਕ ਸੋਹੀ) [20, 751, 150, 764]
paragraph: ਸਾਰੇ ਮੁਲਜ਼ਮ ਪੰਜਾਬ ਦੇ ਵੱਖ-ਵੱਖ ਜ਼ਿਲ੍ਹਿਆਂ ਦੇ ਵਾਸਨੀਕ ਹਨ। ਡੀਐਸਪੀ ਵਰਿੰਦਰ ਸਿੰਘ ਖੋਸਾ ਅਨੁਸਾਰ, ਪ੍ਰਾਪਰਟੀ ਡੀਲਰ ਯਾਦਵਿੰਦਰ ਸਿੰਘ ਨੇ ਸ਼ਿਕਾਇਤ ਦਰਜ ਕਰਵਾਈ ਸੀ ਜਾਂਚਕਾਰੀ ਅਨੁਸਾਰ 9-10 ਜੂਨ ਦੀ ਦਰਮਿਆਨੀ ਰਾਤ ਨੂੰ ਅਣਪਛਾਤੇ 20 ਕਾਰ ਵਿੱਚ ਸਵਾਰ ਬਦਮਾਸ਼ਾਂ ਨੇ ਉਨ੍ਹਾਂ ਦੇ ਘਰ ਦੇ ਬਾਹਰ ਗੋਲੀਆਂ ਚਲਾਈਆਂ ਸਨ। [701, 512, 926, 604]
paragraph: ਸੀਸੀਟੀਵੀ ਫੁਟੇਜ ਤੋਂ ਮਿਲੇ ਸੁਰਾਗਾਂ ਦੇ ਆਧਾਰ 'ਤੇ ਪੁਲਿਸ ਨੇ ਛੇ ਮੁਲਜ਼ਮਾਂ ਨੂੰ ਗ੍ਰਿਫ਼ਤਾਰ ਕੀਤਾ ਗਿਆ। ਜਾਂਚ ਵਿੱਚ ਪਤਾ ਲੱਗਾ ਹੈ ਕਿ ਬਦਮਾਸ਼ਾਂ ਇੱਕ ਗੈਂਗਸਟਰ ਨੇ ਮੁਲਜ਼ਮਾਂ ਨੂੰ ਕਿਰਾਏ 'ਤੇ ਲਿਆ ਸੀ। [701, 697, 926, 758]
instagram-icon[interactable] [778, 1206, 791, 1219]
instagram-icon [683, 2016, 700, 2033]
ad-brand: ਜਨਸ਼ਕਤੀ [439, 365, 494, 384]
pet-birthday-photo [180, 1147, 510, 1302]
twitter-icon[interactable] [1270, 837, 1292, 859]
footer-facebook[interactable] [224, 2009, 428, 2039]
rail-logo [1182, 100, 1354, 145]
facebook-icon [234, 2016, 251, 2033]
instagram-icon[interactable] [1231, 862, 1253, 884]
article-pet-birthday [20, 1057, 680, 1507]
footer-twitter-label: JSNPUNJAB [919, 2017, 992, 2031]
article-land-pooling [701, 850, 1165, 1429]
paragraph: ਇਸ ਮੌਕੇ ਸਹਾਇਕ ਕਮਿਸ਼ਨਰ (ਅੰਡਰ ਟਰੇਨਿੰਗ) ਸ਼ਿਵਦੇਵ ਰਾਠੀ, ਜ਼ਿਲ੍ਹਾ ਸਿੱਖਿਆ ਅਫਸਰ (ਸੈਕੰਡਰੀ) ਸ੍ਰ. ਸੁਨੀਤਰਿੰਦਰ ਸਿੰਘ, ਉਪ ਜ਼ਿਲ੍ਹਾ ਸਿੱਖਿਆ ਅਫਸਰ (ਸੈਕੰਡਰੀ) ਬਲਜਿੰਦਰ ਪਾਲ ਸਿੰਘ, ਸਿਮਰਦੀਪ ਸਿੰਘ ਡੀ ਐਮ ਸਪੋਕਟਨ, ਡੀ ਪੀ ਆਫ ਮਲਕੀਤ ਸਿੰਘ, ਡੀ ਪੀ ਦਸਜੀਤ ਸਿੰਘ, ਜ਼ਿਲ੍ਹਾ ਰੀਸਰਚ ਕੋਆਰਡੀਨੇਟਰ ਕਮਲਦੀਪ ਅਤੇ ਉਪਰੋਕਤ ਸਕੂਲਾਂ ਦੇ ਪ੍ਰਿੰਸੀਪਲ ਅਤੇ ਸਟਾਫ ਮੈਂਬਰ ਸਨ। [468, 486, 680, 611]
paragraph: ਲੁਧਿਆਣਾ ਤੋਂ ਇੱਕ ਦਾਨੀ ਪਰਿਵਾਰ ਨੇ ਆਪਣੇ ਪਾਲਤੂ ਡਾਂਗਾ ਡੀਕਾ ਦਾ ਜਨਮਦਿਨ ਦਰ ਦਰਵੇਸ਼ ਡੇਰਾ ਸੈਲਟਰ ਹੋਮ ਮੁੱਲਾਂਪੁਰ ਵਿਖੇ ਆ ਕੇ ਬੇਸਹਾਰਾ ਅਹਾਨਾ ਡਾਂਗਾ ਨੂੰ ਖਾਣਾ ਖਵਾ ਕੇ ਮਨਾਇਆ ਤੇ ਦਾਨ ਭੇਟਾ ਕਰਕੇ ਇਸ ਮੌਕੇ ਨੂੰ ਯਾਦਗਾਰ ਬਣਾਇਆ। [20, 1169, 170, 1277]
ad-social-row [938, 480, 1157, 493]
twitter-icon[interactable] [1033, 480, 1046, 493]
ad-phone-in[interactable]: +91 70092-09345 [210, 1376, 315, 1389]
ad-card-5 [701, 1136, 851, 1227]
ad-card-2 [235, 964, 430, 1039]
paragraph: ਇਨ੍ਹਾਂ ਦੀ ਪਿੰਨਾ ਕਿ ਇੱਕ ਸ਼ੂਟਰ, ਸਾਜ਼ਿਸ਼ਕਰਤਾ ਅਤੇ ਕੰਟਰੈਕਟ ਕਿਰਾਏ ਸਮੇਤ 6 ਮੁਲਜ਼ਮ ਗ੍ਰਿਫ਼ਤਾਰ ਕੀਤੇ ਗਏ ਹਨ ਅਤੇ ਬਾਕੀ ਛੇ ਦੀ ਭਾਲ ਜਾਰੀ ਹੈ। ਮੁਲਜ਼ਮਾਂ ਤੋਂ ਪੁੱਛਗਿੱਛ ਕੀਤੀ ਜਾ ਰਹੀ ਹੈ। ਮੁਲਜ਼ਮਾਂ ਤੋਂ ਘਟਨਾ ਵਿੱਚ ਵਰਤੇ ਗਏ ਹਥਿਆਰਾਂ ਬਰਾਮਦ ਕਰਨ ਦੇ ਨਾਲ-ਨਾਲ, ਪਹਿਲਾਂ ਨੂੰ ਵੀ ਮੁਲਜ਼ਮਾਂ ਤੋਂ ਹੋਰ ਹਥਿਆਰ ਬਰਾਮਦ ਕੀਤੇ ਜਾਣਗੇ। [940, 745, 1165, 838]
footer-contact-2 [288, 2044, 555, 2072]
protest-photo [860, 964, 1165, 1094]
right-rail [1175, 100, 1354, 1970]
footer-contact-value: ਮਨਜਿੰਦਰ ਸਿੰਘ ਗਿੱਲ [642, 2050, 732, 2065]
youtube-icon[interactable] [794, 1206, 807, 1219]
ad-website[interactable]: www.janshaktinews.com [981, 455, 1114, 467]
ad-brand: ਜਨਸ਼ਕਤੀ [244, 1341, 299, 1360]
paragraph: ਜ਼ਿਲ੍ਹਾ ਮੈਜਿਸਟਰੇਟ ਬਰਨਾਲਾ ਸ੍ਰੀ ਟੀ ਬੈਨਿਥ, ਆਈ.ਏ.ਐਸ. ਨੇ ਫੌਜਦਾਰੀ ਜਾਬਤਾ ਸੰਘਤਾ 1973 ਦੀ ਧਾਰਾ 144 ਅਧੀਨ ਮਿਲੇ ਅਧਿਕਾਰਾਂ ਦੀ ਵਰਤੋਂ ਕਰਦਿਆਂ ਕਿਹਾ ਕਿ ਜ਼ਿਲ੍ਹਾ ਬਰਨਾਲਾ ਵਿੱਚ ਜੋ ਵੀ ਮੈਰਿਜ ਪੈਲੇਸ, ਹੋਟਲ ਅਤੇ ਰੈਸਟੋਰੈਂਟ ਬਣਾਉਣ ਦੇ ਚਾਹਵਾਨ ਹਨ ਜਾਂ ਜੋ ਮੈਰਿਜ ਪੈਲੇਸ, ਹੋਟਲ ਅਤੇ ਰੈਸਟੋਰੈਂਟ ਪਹਿਲਾਂ ਹੀ ਚੱਲਦੇ ਹਨ, ਉਨ੍ਹਾਂ ਦੇ ਮਾਲਕ ਲੋੜੀਂਦੀ ਪ੍ਰਵਾਨਗੀ ਪ੍ਰਾਪਤ ਕਰਨ। [20, 772, 225, 896]
paragraph: ਜਿੰਨੇ ਪਿੰਡ ਗਲਾਧਣਾ ਦਾ ਦਵਾਰ ਮੂਹਰੇ ਚੱਲ ਰਹੇ ਨਿਰੰਤਰ ਬਿਨਾਂ ਚ ਵਾਰੀ ਸਿਖ ਸ਼ਾਮਲ ਹੋ ਰਹੇ ਤੇ 30 ਜੁਲਾਈ ਦੇ ਟ੍ਰੈਕਟਰ ਮਾਰਚ ਚ ਕਿਸਾਨ ਜਥੇਬੰਦੀਆਂ ਦੇ ਨਿਰੰਤਰ ਮਿਲ ਸਿਵਲਕ ਭਰ ਚ ਲਾਮਿਸਾਲ ਟ੍ਰੈਕਟਰ ਮਾਰਚ ਕੱਢਕੇ ਪੰਜਾਬ ਸਰਕਾਰ ਦੀ ਨੀਂਦ ਹਰਾਮ ਕੀਤੀ ਜਾਵੇਗੀ ਕਿਊਂਕਿ ਚਸਦੇ ਭਰਪੂਰ ਪਿੱਖਾਂ ਦੀ ਲੀਕ ਭਰਾ ਅਤੇ ਸਰਕਾਰ ਨੇ ਖੋਹ ਲਈ ਹੈ। ਸ਼ਾਮਲ ਜ਼ਮੀਨ ਨਹੀਂ ਦੇਵਾਂਗੇ। [860, 1133, 1165, 1427]
headline-dc-board: ਜ਼ਿਲ੍ਹਾ ਪ੍ਰਬੰਧਕੀ ਕੰਪਲੈਕਸ ਵਿੱਚ ਲਾਇਆ ਗਿਆ ਅੱਵਲ ਆਉਣ ਵਾਲੇ ਵਿਦਿਆਰਥੀਆਂ ਦੇ ਨਾਵਾਂ ਵਾਲਾ ਬੋਰਡ: ਡੀ ਸੀ [20, 100, 680, 183]
